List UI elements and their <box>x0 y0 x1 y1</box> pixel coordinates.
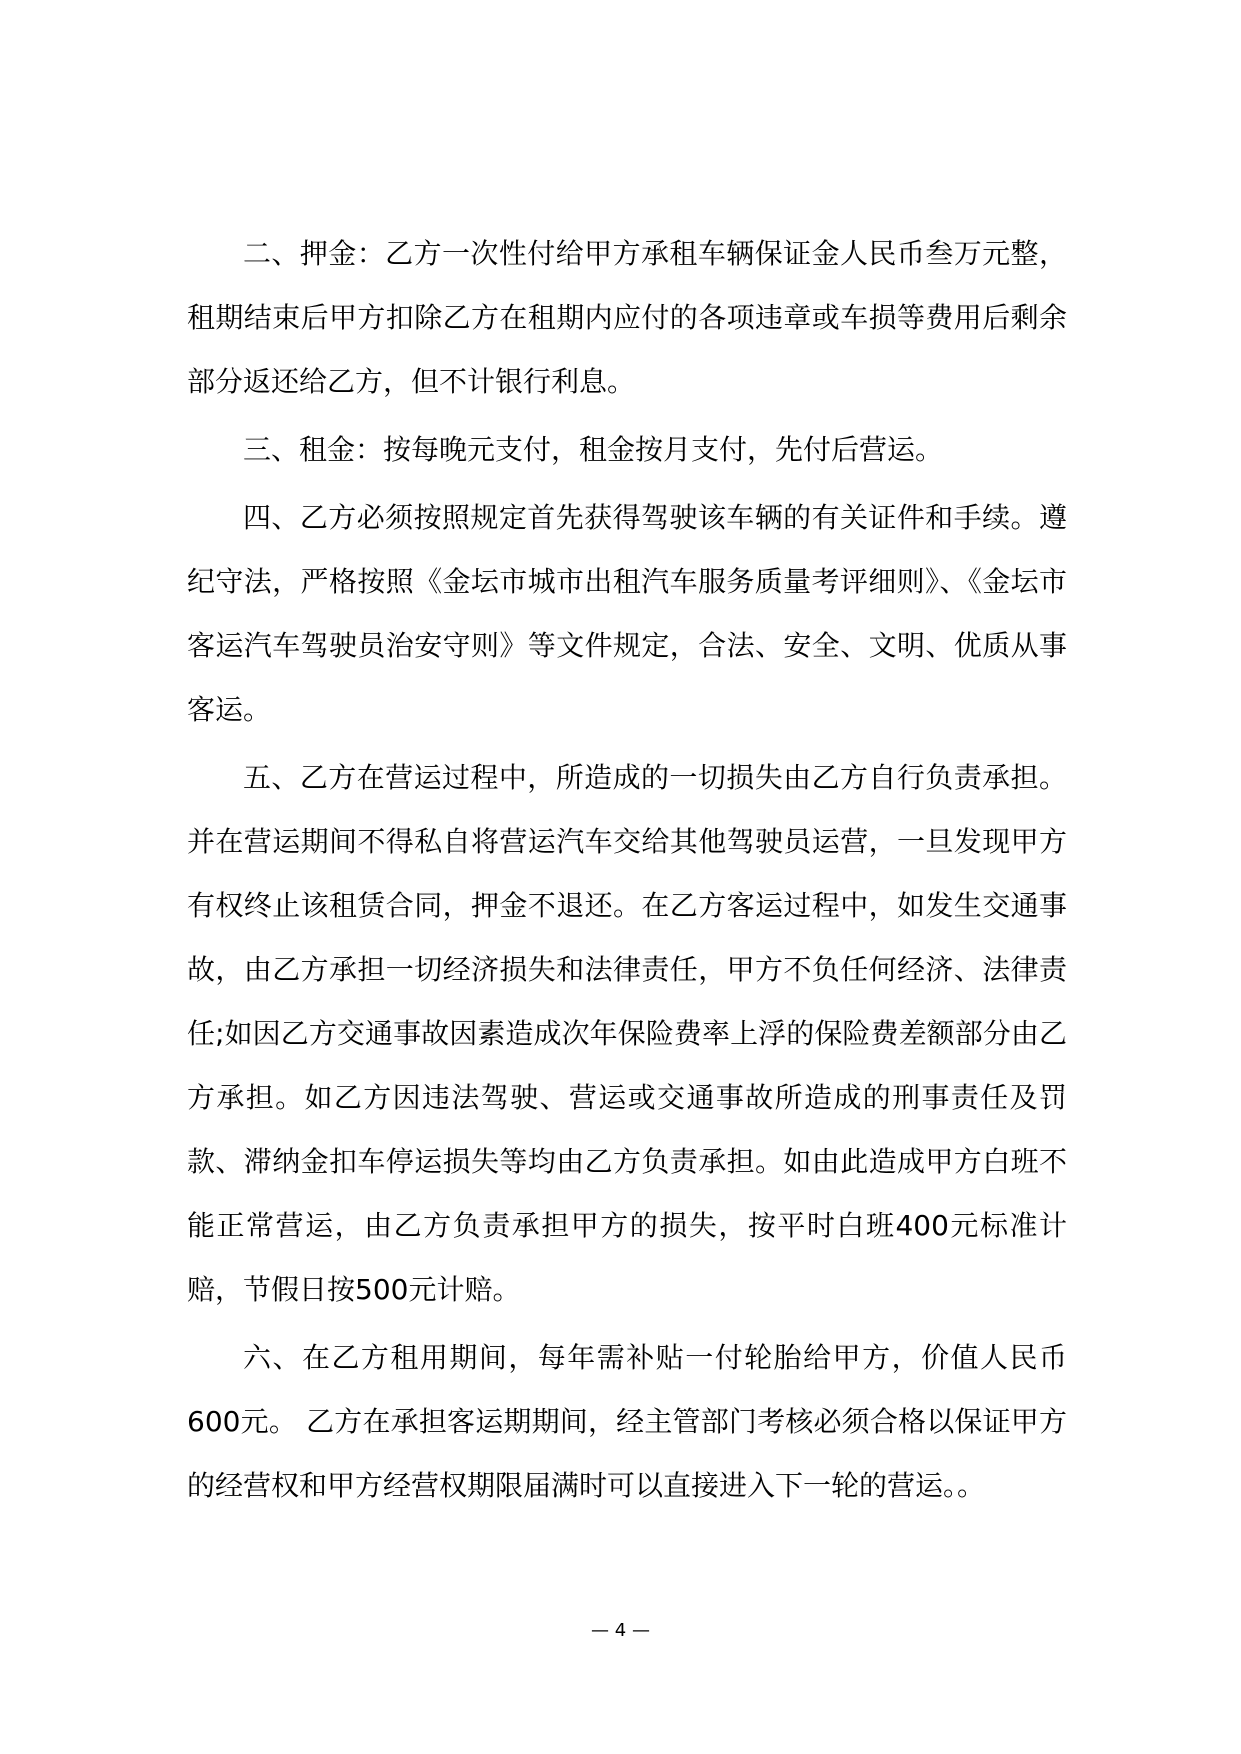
paragraph-driver-license: 四、乙方必须按照规定首先获得驾驶该车辆的有关证件和手续。遵纪守法，严格按照《金坛市城市出租汽车服务质量考评细则》、《金坛市客运汽车驾驶员治安守则》等文件规定，合法、安全、文明、优质从事客运。 <box>187 501 1067 726</box>
document-body <box>187 222 1067 1518</box>
paragraph-rent: 三、租金：按每晚元支付，租金按月支付，先付后营运。 <box>243 433 944 466</box>
page-number: — 4 — <box>591 1620 650 1641</box>
paragraph-deposit: 二、押金：乙方一次性付给甲方承租车辆保证金人民币叁万元整，租期结束后甲方扣除乙方在租期内应付的各项违章或车损等费用后剩余部分返还给乙方，但不计银行利息。 <box>187 237 1067 398</box>
paragraph-liability: 五、乙方在营运过程中，所造成的一切损失由乙方自行负责承担。并在营运期间不得私自将营运汽车交给其他驾驶员运营，一旦发现甲方有权终止该租赁合同，押金不退还。在乙方客运过程中，如发生交通事故，由乙方承担一切经济损失和法律责任，甲方不负任何经济、法律责任;如因乙方交通事故因素造成次年保险费率上浮的保险费差额部分由乙方承担。如乙方因违法驾驶、营运或交通事故所造成的刑事责任及罚款、滞纳金扣车停运损失等均由乙方负责承担。如由此造成甲方白班不能正常营运，由乙方负责承担甲方的损失，按平时白班400元标准计赔，节假日按500元计赔。 <box>187 761 1067 1306</box>
paragraph-tire-subsidy: 六、在乙方租用期间，每年需补贴一付轮胎给甲方，价值人民币600元。 乙方在承担客运期期间，经主管部门考核必须合格以保证甲方的经营权和甲方经营权期限届满时可以直接进入下一轮的营运。。 <box>187 1341 1067 1502</box>
